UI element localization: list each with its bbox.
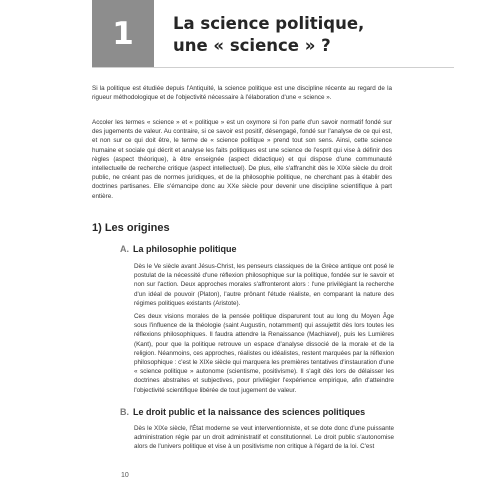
subsection-b-paragraph-1: Dès le XIXe siècle, l'État moderne se veut interventionniste, et se dote donc d'une puissante administration régie par un droit administratif et constitutionnel. Le droit public s'autonomise alors de l'univers politique et vise à un positivisme non critique à l'égard de la loi. C'est xyxy=(134,425,394,451)
chapter-title-line-2: une « science » ? xyxy=(173,36,331,55)
intro-paragraph-2: Accoler les termes « science » et « politique » est un oxymore si l'on parle d'un savoir normatif fondé sur des jugements de valeur. Au contraire, si ce savoir est positif, désengagé, fondé sur l'analyse de ce qui est, et non sur ce qui doit être, le terme de « science politique » prend tout son sens. Ainsi, cette science humaine et sociale qui décrit et analyse les faits politiques est une science de l'esprit qui vise à définir des règles (aspect théorique), à être enseignée (aspect didactique) et qui dispose d'une communauté intellectuelle de recherche critique (aspect intellectuel). De plus, elle s'affranchit dès le XIXe siècle du droit public, ne créant pas de normes juridiques, et de la philosophie politique, ne cherchant pas à établir des doctrines partisanes. Elle s'émancipe donc au XXe siècle pour devenir une discipline scientifique à part entière. xyxy=(92,119,392,200)
chapter-title xyxy=(173,13,453,57)
subsection-a-paragraph-1: Dès le Ve siècle avant Jésus-Christ, les penseurs classiques de la Grèce antique ont posé le postulat de la nécessité d'une réflexion philosophique sur la politique, fondée sur le savoir et non sur l'action. Deux approches morales s'affronteront alors : l'une privilégiant la recherche d'un idéal de pouvoir (Platon), l'autre prônant l'étude réaliste, en comparant la nature des régimes politiques existants (Aristote). xyxy=(134,263,394,307)
subsection-letter-a: A. xyxy=(120,244,129,254)
subsection-heading-b xyxy=(120,407,365,417)
subsection-letter-b: B. xyxy=(120,407,129,417)
subsection-a-paragraph-2: Ces deux visions morales de la pensée politique disparurent tout au long du Moyen Âge sous l'influence de la théologie (saint Augustin, notamment) qui assujettit dès lors toutes les réflexions philosophiques. Il faudra attendre la Renaissance (Machiavel), puis les Lumières (Kant), pour que la politique retrouve un espace d'analyse dissocié de la morale et de la religion. Néanmoins, ces approches, réalistes ou idéalistes, restent marquées par la réflexion philosophique : c'est le XIXe siècle qui marquera les premières tentatives d'instauration d'une « science politique » autonome (scientisme, positivisme). Il s'agit dès lors de délaisser les doctrines abstraites et subjectives, pour privilégier l'expérience empirique, afin d'atteindre l'objectivité scientifique libérée de tout jugement de valeur. xyxy=(134,313,394,394)
section-heading-origins: 1) Les origines xyxy=(92,222,170,234)
subsection-heading-a xyxy=(120,244,237,254)
title-divider xyxy=(92,67,454,68)
subsection-title-b: Le droit public et la naissance des sciences politiques xyxy=(133,407,366,417)
chapter-number: 1 xyxy=(112,15,134,52)
chapter-number-tab xyxy=(92,0,154,67)
subsection-title-a: La philosophie politique xyxy=(133,244,237,254)
intro-paragraph-1: Si la politique est étudiée depuis l'Antiquité, la science politique est une discipline récente au regard de la rigueur méthodologique et de l'objectivité nécessaire à l'élaboration d'une « science ». xyxy=(92,85,392,102)
chapter-title-line-1: La science politique, xyxy=(173,14,365,33)
page-number: 10 xyxy=(121,472,129,479)
